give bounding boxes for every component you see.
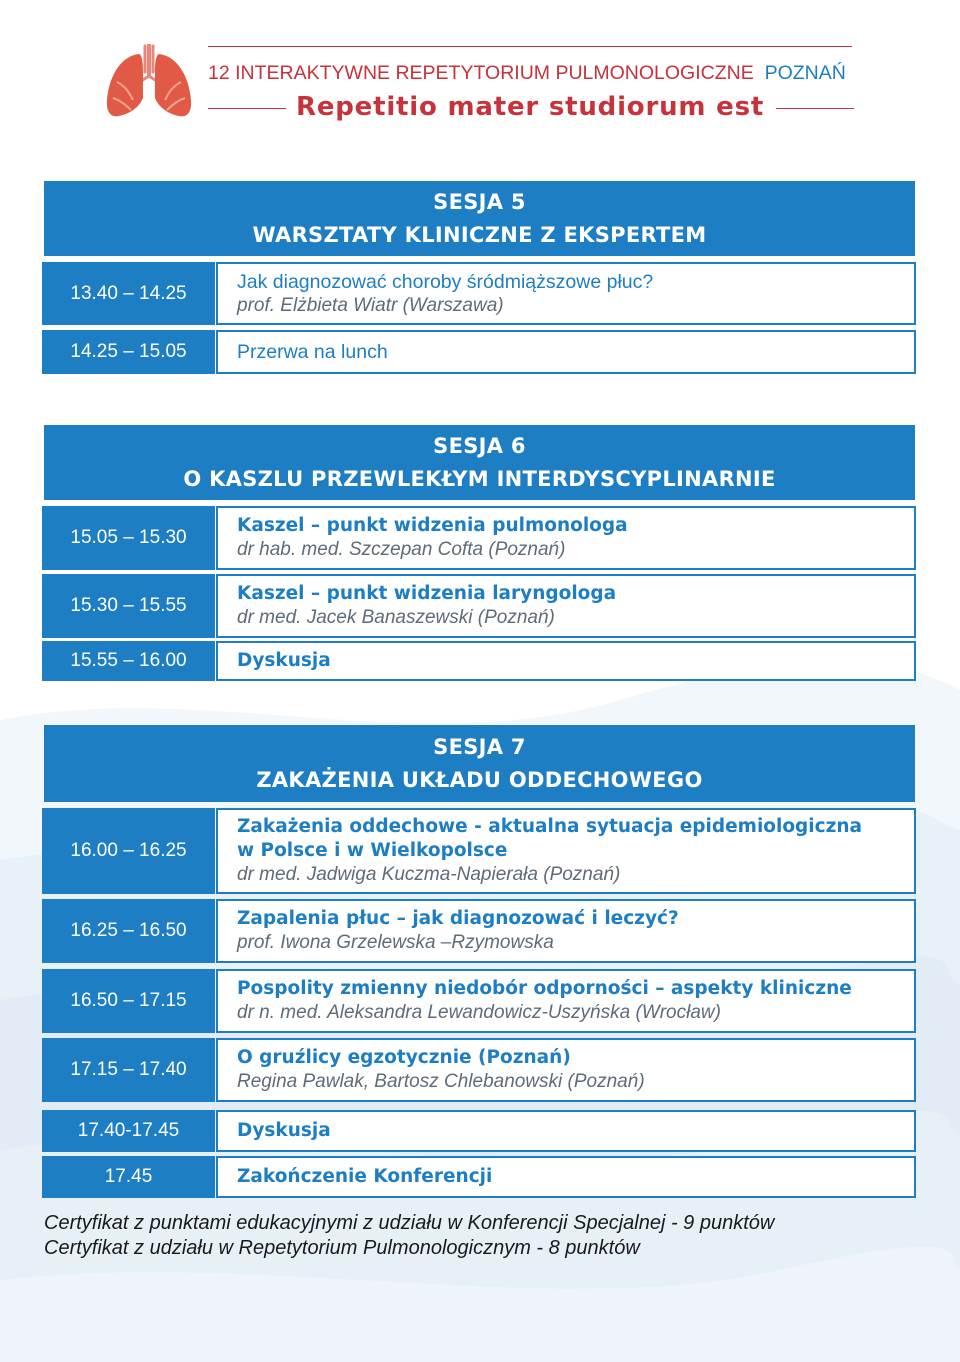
session-7-item-1-time: 16.00 – 16.25 <box>42 808 215 894</box>
session-5-item-1-time: 13.40 – 14.25 <box>42 262 215 325</box>
conference-title <box>208 62 846 85</box>
session-6-title: O KASZLU PRZEWLEKŁYM INTERDYSCYPLINARNIE <box>183 466 776 491</box>
motto-rule-left <box>208 108 286 109</box>
lecture-speaker: Regina Pawlak, Bartosz Chlebanowski (Poznań) <box>237 1071 645 1092</box>
lecture-speaker: dr n. med. Aleksandra Lewandowicz-Uszyńska (Wrocław) <box>237 1002 721 1023</box>
session-5-item-2 <box>216 330 916 374</box>
motto: Repetitio mater studiorum est <box>296 92 765 122</box>
session-5-label: SESJA 5 <box>433 189 526 214</box>
session-6-item-3-time: 15.55 – 16.00 <box>42 641 215 681</box>
session-7-title: ZAKAŻENIA UKŁADU ODDECHOWEGO <box>256 767 703 792</box>
certificate-note-2: Certyfikat z udziału w Repetytorium Pulmonologicznym - 8 punktów <box>44 1237 640 1259</box>
certificate-note-1: Certyfikat z punktami edukacyjnymi z udziału w Konferencji Specjalnej - 9 punktów <box>44 1212 775 1234</box>
lecture-title: Dyskusja <box>237 650 331 671</box>
session-7-item-3 <box>216 969 916 1033</box>
session-7-item-2 <box>216 899 916 963</box>
conference-city: POZNAŃ <box>764 62 846 84</box>
session-5-header <box>44 181 915 256</box>
lecture-speaker: dr med. Jadwiga Kuczma-Napierała (Poznań) <box>237 864 621 885</box>
session-7-item-2-time: 16.25 – 16.50 <box>42 899 215 963</box>
session-6-header <box>44 425 915 500</box>
session-6-item-1 <box>216 506 916 570</box>
session-7-label: SESJA 7 <box>433 734 526 759</box>
session-6-item-2-time: 15.30 – 15.55 <box>42 574 215 638</box>
lecture-speaker: dr med. Jacek Banaszewski (Poznań) <box>237 607 555 628</box>
lecture-title: O gruźlicy egzotycznie (Poznań) <box>237 1047 571 1068</box>
lecture-title: Przerwa na lunch <box>237 341 388 363</box>
session-7-item-4 <box>216 1038 916 1102</box>
lungs-logo-icon <box>103 42 195 122</box>
lecture-title-line-2: w Polsce i w Wielkopolsce <box>237 840 508 861</box>
lecture-title: Kaszel – punkt widzenia laryngologa <box>237 583 617 604</box>
lecture-title-line-1: Zakażenia oddechowe - aktualna sytuacja epidemiologiczna <box>237 816 863 837</box>
lecture-speaker: dr hab. med. Szczepan Cofta (Poznań) <box>237 539 566 560</box>
header-top-rule <box>208 46 852 47</box>
lecture-title: Dyskusja <box>237 1120 331 1141</box>
lecture-title: Kaszel – punkt widzenia pulmonologa <box>237 515 628 536</box>
lecture-speaker: prof. Iwona Grzelewska –Rzymowska <box>237 932 554 953</box>
motto-rule-right <box>776 108 854 109</box>
session-7-item-4-time: 17.15 – 17.40 <box>42 1038 215 1102</box>
session-5-item-1 <box>216 262 916 325</box>
session-7-item-5 <box>216 1110 916 1152</box>
session-6-item-3 <box>216 641 916 681</box>
lecture-speaker: prof. Elżbieta Wiatr (Warszawa) <box>237 294 504 316</box>
session-5-title: WARSZTATY KLINICZNE Z EKSPERTEM <box>252 222 707 247</box>
session-7-item-3-time: 16.50 – 17.15 <box>42 969 215 1033</box>
session-6-item-2 <box>216 574 916 638</box>
session-7-header <box>44 725 915 802</box>
session-6-item-1-time: 15.05 – 15.30 <box>42 506 215 570</box>
header <box>0 0 960 150</box>
session-7-item-6 <box>216 1156 916 1198</box>
lecture-title: Pospolity zmienny niedobór odporności – aspekty kliniczne <box>237 978 852 999</box>
lecture-title: Zakończenie Konferencji <box>237 1166 493 1187</box>
session-7-item-1 <box>216 808 916 894</box>
lecture-title: Zapalenia płuc – jak diagnozować i leczyć? <box>237 908 679 929</box>
lecture-title: Jak diagnozować choroby śródmiąższowe płuc? <box>237 270 654 293</box>
session-7-item-5-time: 17.40-17.45 <box>42 1110 215 1152</box>
session-5-item-2-time: 14.25 – 15.05 <box>42 330 215 374</box>
session-6-label: SESJA 6 <box>433 433 526 458</box>
session-7-item-6-time: 17.45 <box>42 1156 215 1198</box>
conference-name: 12 INTERAKTYWNE REPETYTORIUM PULMONOLOGICZNE <box>208 62 754 84</box>
